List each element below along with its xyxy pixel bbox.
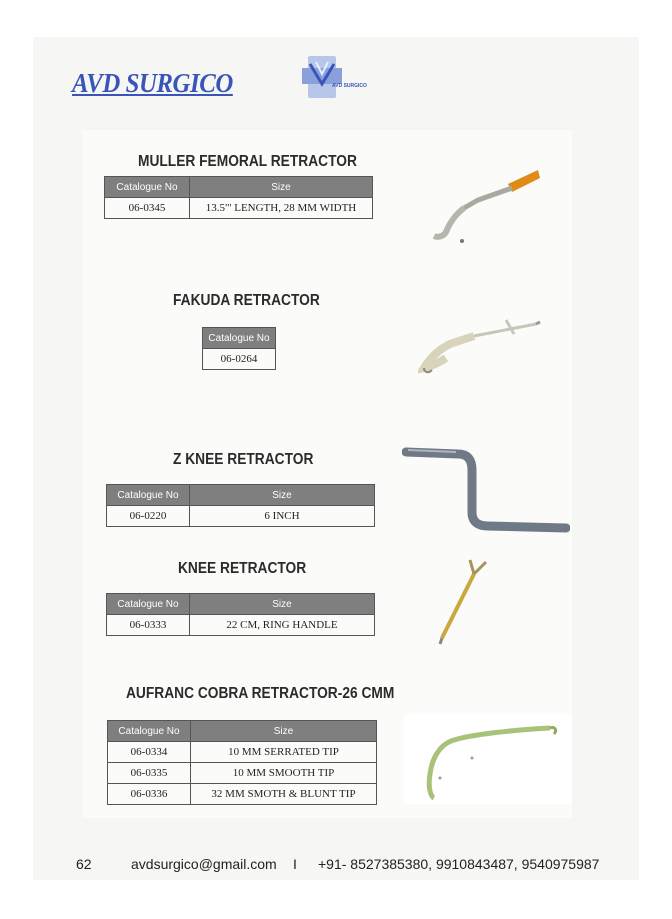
table-cell: 6 INCH bbox=[190, 506, 375, 527]
product-title: AUFRANC COBRA RETRACTOR-26 CMM bbox=[126, 685, 395, 702]
table-header: Size bbox=[190, 177, 373, 198]
table-cell: 10 MM SMOOTH TIP bbox=[191, 763, 377, 784]
table-cell: 06-0220 bbox=[107, 506, 190, 527]
table-header: Size bbox=[190, 485, 375, 506]
brand-logo-text: AVD SURGICO bbox=[72, 68, 233, 98]
table-cell: 10 MM SERRATED TIP bbox=[191, 742, 377, 763]
product-table bbox=[107, 720, 377, 805]
table-cell: 06-0335 bbox=[108, 763, 191, 784]
knee-retractor-image bbox=[430, 552, 494, 648]
brand-logo-icon bbox=[300, 54, 372, 100]
page-number: 62 bbox=[76, 856, 92, 872]
footer-phone: +91- 8527385380, 9910843487, 9540975987 bbox=[318, 856, 600, 872]
table-header: Catalogue No bbox=[105, 177, 190, 198]
table-cell: 32 MM SMOTH & BLUNT TIP bbox=[191, 784, 377, 805]
table-cell: 13.5"' LENGTH, 28 MM WIDTH bbox=[190, 198, 373, 219]
table-cell: 06-0345 bbox=[105, 198, 190, 219]
product-title: FAKUDA RETRACTOR bbox=[173, 292, 320, 309]
muller-retractor-image bbox=[428, 160, 540, 250]
product-table bbox=[106, 484, 375, 527]
product-title: MULLER FEMORAL RETRACTOR bbox=[138, 153, 357, 170]
fakuda-retractor-image bbox=[418, 300, 568, 380]
table-header: Size bbox=[190, 594, 375, 615]
z-knee-retractor-image bbox=[402, 442, 570, 538]
table-header: Size bbox=[191, 721, 377, 742]
product-table bbox=[104, 176, 373, 219]
product-title: Z KNEE RETRACTOR bbox=[173, 451, 314, 468]
table-header: Catalogue No bbox=[107, 485, 190, 506]
footer-separator: I bbox=[293, 856, 297, 872]
product-table bbox=[202, 327, 276, 370]
footer-email: avdsurgico@gmail.com bbox=[131, 856, 277, 872]
table-header: Catalogue No bbox=[203, 328, 276, 349]
table-cell: 06-0334 bbox=[108, 742, 191, 763]
table-header: Catalogue No bbox=[107, 594, 190, 615]
table-cell: 06-0333 bbox=[107, 615, 190, 636]
table-cell: 22 CM, RING HANDLE bbox=[190, 615, 375, 636]
product-table bbox=[106, 593, 375, 636]
table-cell: 06-0336 bbox=[108, 784, 191, 805]
cobra-retractor-image bbox=[404, 714, 572, 804]
product-title: KNEE RETRACTOR bbox=[178, 560, 307, 577]
table-cell: 06-0264 bbox=[203, 349, 276, 370]
table-header: Catalogue No bbox=[108, 721, 191, 742]
brand-logo-mark-text: AVD SURGICO bbox=[332, 83, 367, 89]
